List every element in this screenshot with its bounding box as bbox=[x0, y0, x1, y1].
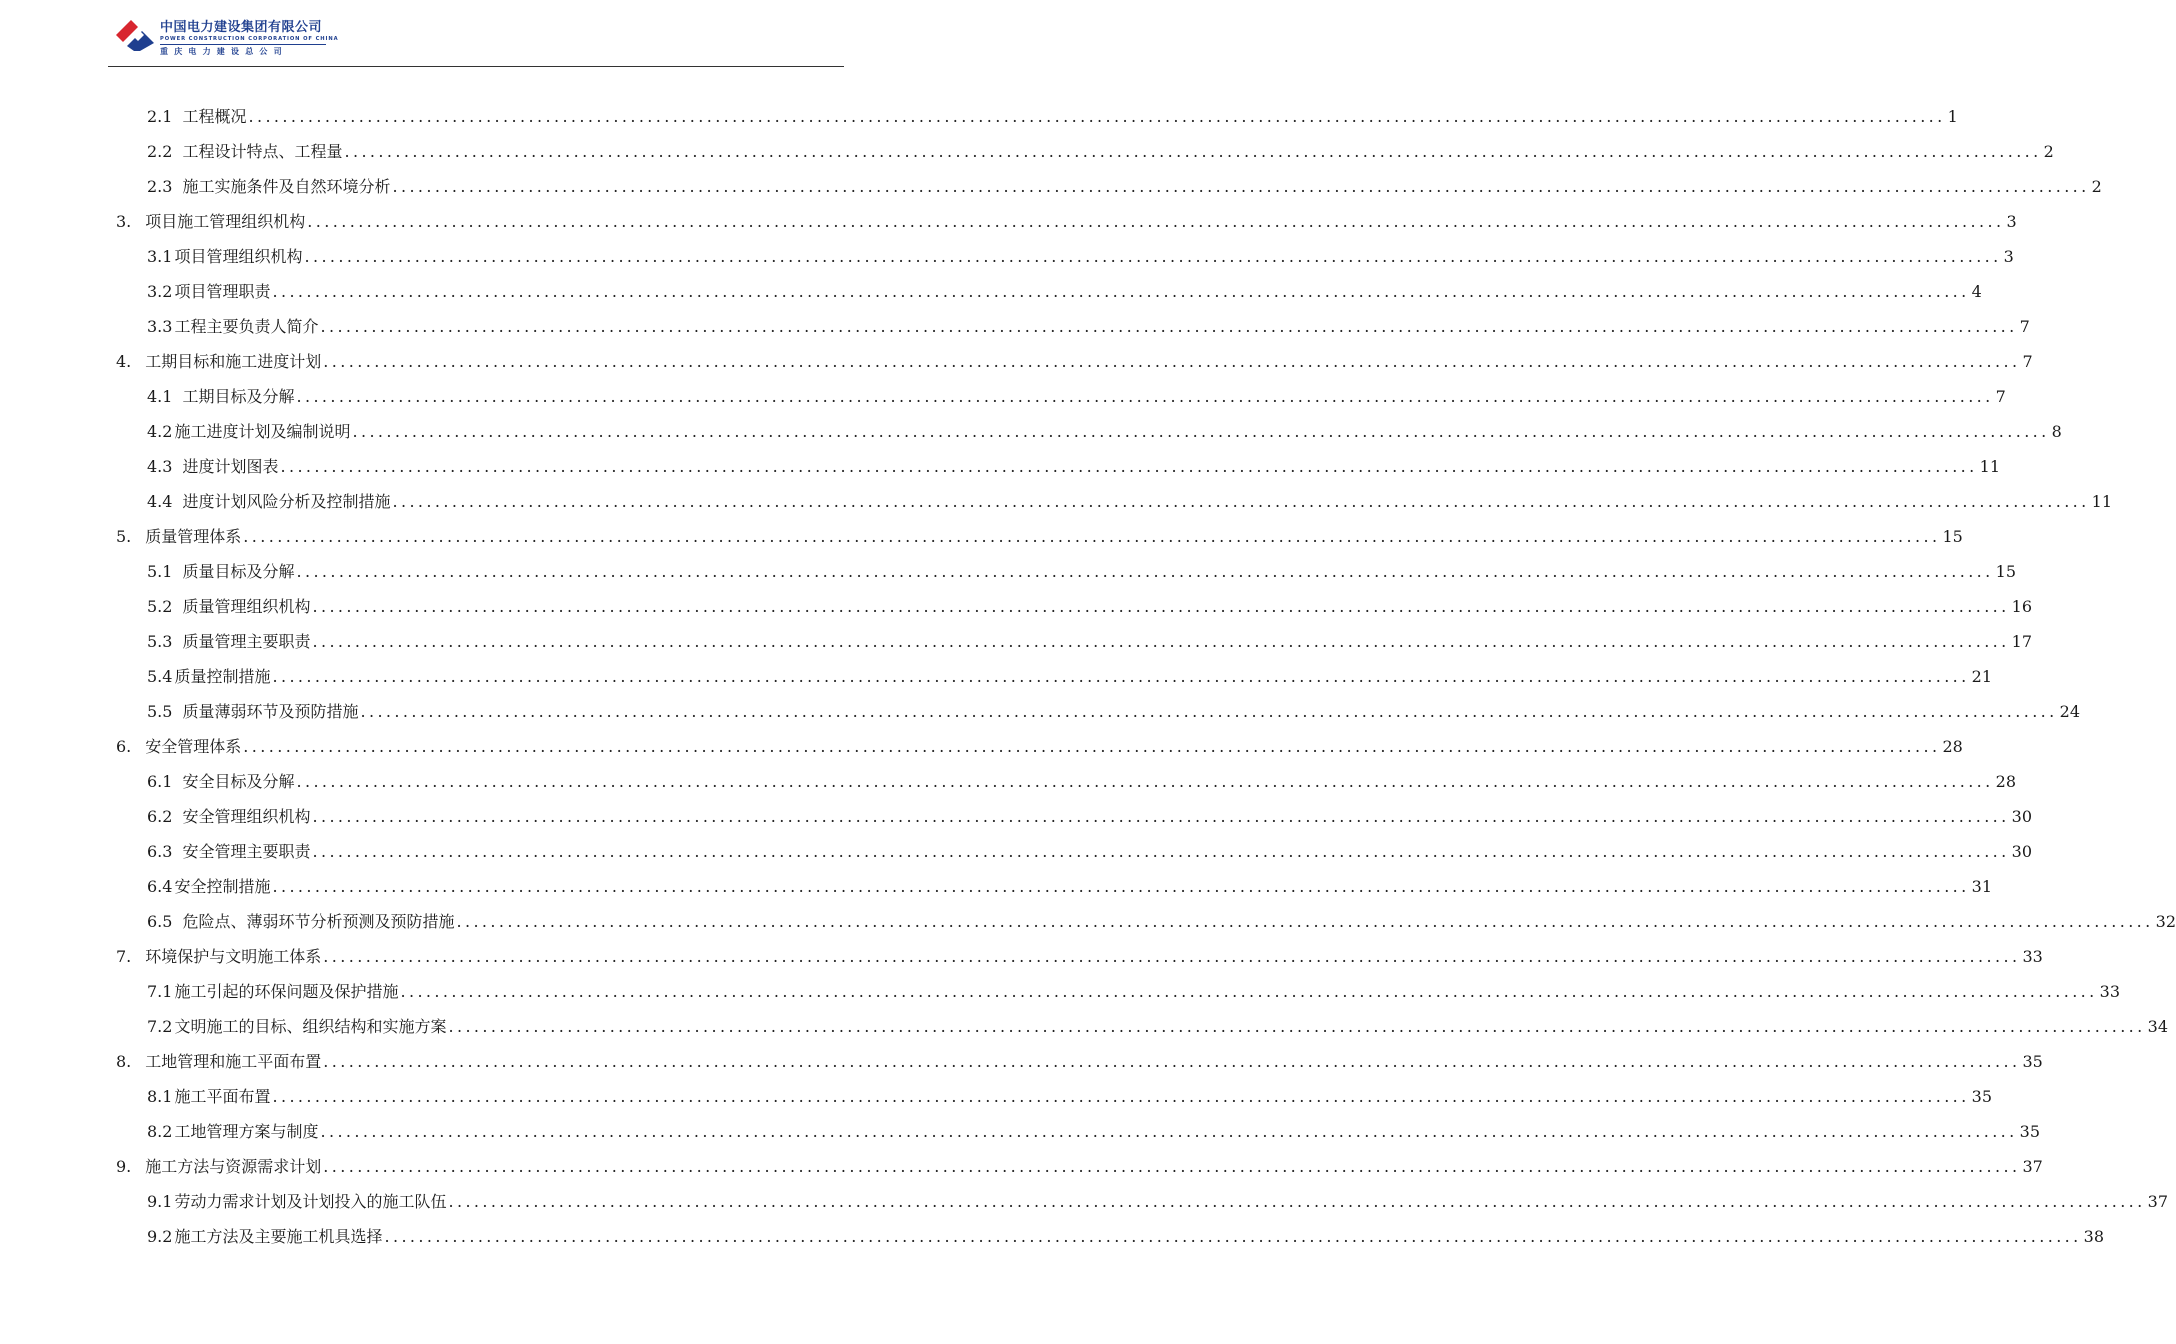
toc-entry-number: 2.2 bbox=[147, 142, 173, 161]
toc-entry-title: 项目管理组织机构 bbox=[174, 247, 303, 266]
logo-text-block bbox=[160, 20, 339, 57]
toc-entry-title: 工期目标和施工进度计划 bbox=[145, 352, 322, 371]
toc-leader-dots: ........................................................................................................................................................................................................ bbox=[448, 1192, 2146, 1211]
toc-entry[interactable] bbox=[116, 1152, 2043, 1182]
toc-entry[interactable] bbox=[147, 592, 2033, 622]
toc-entry-title: 进度计划风险分析及控制措施 bbox=[182, 492, 391, 511]
toc-entry[interactable] bbox=[147, 137, 2054, 167]
toc-entry-page: 37 bbox=[2022, 1157, 2043, 1176]
company-name-cn: 中国电力建设集团有限公司 bbox=[160, 20, 323, 35]
toc-entry-page: 33 bbox=[2099, 982, 2121, 1001]
toc-entry-page: 16 bbox=[2011, 597, 2033, 616]
toc-entry-number: 4.4 bbox=[147, 492, 173, 511]
toc-entry-title: 工地管理方案与制度 bbox=[174, 1122, 319, 1141]
toc-entry-page: 1 bbox=[1947, 107, 1958, 126]
toc-entry[interactable] bbox=[147, 557, 2017, 587]
toc-entry-title: 施工方法与资源需求计划 bbox=[145, 1157, 322, 1176]
toc-entry-number: 2.1 bbox=[147, 107, 173, 126]
toc-leader-dots: ........................................................................................................................................................................................................ bbox=[352, 422, 2050, 441]
toc-entry-page: 33 bbox=[2022, 947, 2043, 966]
toc-leader-dots: ........................................................................................................................................................................................................ bbox=[448, 1017, 2146, 1036]
toc-entry-title: 施工引起的环保问题及保护措施 bbox=[174, 982, 399, 1001]
toc-entry-number: 3.1 bbox=[147, 247, 173, 266]
toc-leader-dots: ........................................................................................................................................................................................................ bbox=[312, 807, 2010, 826]
toc-leader-dots: ........................................................................................................................................................................................................ bbox=[320, 317, 2018, 336]
toc-entry[interactable] bbox=[116, 207, 2017, 237]
toc-entry-title: 安全管理组织机构 bbox=[182, 807, 311, 826]
subsidiary-name: 重庆电力建设总公司 bbox=[160, 47, 288, 56]
toc-entry-page: 35 bbox=[2022, 1052, 2043, 1071]
toc-entry-title: 施工实施条件及自然环境分析 bbox=[182, 177, 391, 196]
toc-entry-number: 5. bbox=[116, 527, 132, 546]
toc-entry-number: 5.2 bbox=[147, 597, 173, 616]
toc-entry-page: 3 bbox=[2006, 212, 2017, 231]
toc-entry-page: 3 bbox=[2003, 247, 2014, 266]
toc-entry-number: 3. bbox=[116, 212, 132, 231]
toc-entry-page: 32 bbox=[2155, 912, 2176, 931]
toc-entry-page: 24 bbox=[2059, 702, 2081, 721]
toc-entry[interactable] bbox=[147, 837, 2033, 867]
toc-entry-title: 工期目标及分解 bbox=[182, 387, 295, 406]
toc-entry-title: 工程设计特点、工程量 bbox=[182, 142, 343, 161]
toc-leader-dots: ........................................................................................................................................................................................................ bbox=[312, 597, 2010, 616]
toc-entry-page: 11 bbox=[2091, 492, 2113, 511]
toc-entry[interactable] bbox=[116, 1047, 2043, 1077]
toc-leader-dots: ........................................................................................................................................................................................................ bbox=[272, 282, 1970, 301]
toc-leader-dots: ........................................................................................................................................................................................................ bbox=[307, 212, 2005, 231]
toc-entry-number: 9.1 bbox=[147, 1192, 173, 1211]
toc-entry-number: 4. bbox=[116, 352, 132, 371]
toc-entry[interactable] bbox=[147, 872, 1993, 902]
toc-entry-title: 质量管理主要职责 bbox=[182, 632, 311, 651]
toc-entry-number: 7.2 bbox=[147, 1017, 173, 1036]
toc-entry-page: 35 bbox=[1971, 1087, 1993, 1106]
toc-entry-title: 施工进度计划及编制说明 bbox=[174, 422, 351, 441]
toc-entry-number: 8.2 bbox=[147, 1122, 173, 1141]
toc-entry-number: 4.1 bbox=[147, 387, 173, 406]
toc-entry-title: 施工方法及主要施工机具选择 bbox=[174, 1227, 383, 1246]
toc-entry-title: 质量控制措施 bbox=[174, 667, 271, 686]
toc-entry-title: 项目施工管理组织机构 bbox=[145, 212, 306, 231]
toc-entry[interactable] bbox=[147, 242, 2014, 272]
toc-leader-dots: ........................................................................................................................................................................................................ bbox=[323, 352, 2021, 371]
toc-entry-page: 7 bbox=[2022, 352, 2033, 371]
toc-entry-number: 4.2 bbox=[147, 422, 173, 441]
page-header bbox=[108, 14, 844, 67]
toc-entry-number: 8.1 bbox=[147, 1087, 173, 1106]
toc-entry-page: 35 bbox=[2019, 1122, 2041, 1141]
toc-leader-dots: ........................................................................................................................................................................................................ bbox=[296, 387, 1994, 406]
toc-leader-dots: ........................................................................................................................................................................................................ bbox=[320, 1122, 2018, 1141]
toc-leader-dots: ........................................................................................................................................................................................................ bbox=[272, 667, 1970, 686]
toc-entry[interactable] bbox=[147, 1012, 2169, 1042]
toc-entry-page: 15 bbox=[1995, 562, 2017, 581]
toc-entry-number: 9.2 bbox=[147, 1227, 173, 1246]
toc-leader-dots: ........................................................................................................................................................................................................ bbox=[384, 1227, 2082, 1246]
toc-entry[interactable] bbox=[147, 172, 2102, 202]
toc-leader-dots: ........................................................................................................................................................................................................ bbox=[323, 947, 2021, 966]
toc-entry[interactable] bbox=[116, 942, 2043, 972]
toc-entry-title: 工程概况 bbox=[182, 107, 247, 126]
toc-entry-title: 安全管理主要职责 bbox=[182, 842, 311, 861]
company-logo-icon bbox=[114, 18, 156, 52]
toc-leader-dots: ........................................................................................................................................................................................................ bbox=[323, 1157, 2021, 1176]
toc-entry-number: 6. bbox=[116, 737, 132, 756]
toc-entry-title: 质量薄弱环节及预防措施 bbox=[182, 702, 359, 721]
toc-entry-title: 安全控制措施 bbox=[174, 877, 271, 896]
toc-leader-dots: ........................................................................................................................................................................................................ bbox=[280, 457, 1978, 476]
toc-leader-dots: ........................................................................................................................................................................................................ bbox=[344, 142, 2042, 161]
toc-leader-dots: ........................................................................................................................................................................................................ bbox=[272, 1087, 1970, 1106]
toc-entry-number: 9. bbox=[116, 1157, 132, 1176]
toc-entry-number: 5.4 bbox=[147, 667, 173, 686]
toc-leader-dots: ........................................................................................................................................................................................................ bbox=[248, 107, 1946, 126]
toc-entry-page: 21 bbox=[1971, 667, 1993, 686]
toc-leader-dots: ........................................................................................................................................................................................................ bbox=[296, 772, 1994, 791]
toc-entry-page: 4 bbox=[1971, 282, 1982, 301]
toc-entry-number: 6.1 bbox=[147, 772, 173, 791]
toc-entry-page: 15 bbox=[1942, 527, 1963, 546]
toc-entry[interactable] bbox=[147, 977, 2121, 1007]
toc-entry[interactable] bbox=[147, 767, 2017, 797]
toc-leader-dots: ........................................................................................................................................................................................................ bbox=[456, 912, 2154, 931]
toc-entry-number: 7.1 bbox=[147, 982, 173, 1001]
toc-entry[interactable] bbox=[147, 102, 1958, 132]
toc-entry-title: 施工平面布置 bbox=[174, 1087, 271, 1106]
toc-entry-title: 项目管理职责 bbox=[174, 282, 271, 301]
toc-entry-title: 工地管理和施工平面布置 bbox=[145, 1052, 322, 1071]
toc-entry[interactable] bbox=[147, 1187, 2169, 1217]
toc-entry-page: 11 bbox=[1979, 457, 2001, 476]
toc-entry[interactable] bbox=[147, 417, 2062, 447]
toc-entry-number: 3.2 bbox=[147, 282, 173, 301]
toc-entry[interactable] bbox=[147, 627, 2033, 657]
toc-leader-dots: ........................................................................................................................................................................................................ bbox=[312, 632, 2010, 651]
toc-entry-page: 38 bbox=[2083, 1227, 2105, 1246]
company-name-en: POWER CONSTRUCTION CORPORATION OF CHINA bbox=[160, 36, 339, 42]
toc-entry-title: 危险点、薄弱环节分析预测及预防措施 bbox=[182, 912, 455, 931]
toc-entry-number: 6.3 bbox=[147, 842, 173, 861]
toc-entry-title: 质量管理组织机构 bbox=[182, 597, 311, 616]
toc-entry-page: 7 bbox=[1995, 387, 2006, 406]
toc-leader-dots: ........................................................................................................................................................................................................ bbox=[312, 842, 2010, 861]
toc-entry[interactable] bbox=[147, 382, 2006, 412]
toc-entry-page: 7 bbox=[2019, 317, 2030, 336]
toc-entry-number: 6.4 bbox=[147, 877, 173, 896]
toc-entry[interactable] bbox=[147, 907, 2176, 937]
toc-entry-title: 进度计划图表 bbox=[182, 457, 279, 476]
toc-entry-number: 4.3 bbox=[147, 457, 173, 476]
toc-entry[interactable] bbox=[147, 802, 2033, 832]
toc-leader-dots: ........................................................................................................................................................................................................ bbox=[392, 492, 2090, 511]
toc-entry-page: 28 bbox=[1942, 737, 1963, 756]
toc-entry-number: 5.1 bbox=[147, 562, 173, 581]
toc-leader-dots: ........................................................................................................................................................................................................ bbox=[360, 702, 2058, 721]
toc-entry[interactable] bbox=[116, 732, 1963, 762]
toc-entry-number: 6.5 bbox=[147, 912, 173, 931]
toc-entry[interactable] bbox=[116, 522, 1963, 552]
toc-entry-page: 8 bbox=[2051, 422, 2062, 441]
toc-entry-page: 28 bbox=[1995, 772, 2017, 791]
toc-entry-page: 30 bbox=[2011, 842, 2033, 861]
logo-divider bbox=[160, 44, 326, 45]
toc-leader-dots: ........................................................................................................................................................................................................ bbox=[243, 737, 1941, 756]
toc-leader-dots: ........................................................................................................................................................................................................ bbox=[304, 247, 2002, 266]
toc-entry[interactable] bbox=[116, 347, 2033, 377]
toc-entry-number: 2.3 bbox=[147, 177, 173, 196]
toc-entry-number: 5.3 bbox=[147, 632, 173, 651]
toc-entry-title: 质量管理体系 bbox=[145, 527, 242, 546]
toc-entry-title: 文明施工的目标、组织结构和实施方案 bbox=[174, 1017, 447, 1036]
toc-entry-page: 30 bbox=[2011, 807, 2033, 826]
toc-leader-dots: ........................................................................................................................................................................................................ bbox=[400, 982, 2098, 1001]
toc-entry-page: 31 bbox=[1971, 877, 1993, 896]
toc-entry-title: 环境保护与文明施工体系 bbox=[145, 947, 322, 966]
toc-leader-dots: ........................................................................................................................................................................................................ bbox=[272, 877, 1970, 896]
toc-leader-dots: ........................................................................................................................................................................................................ bbox=[296, 562, 1994, 581]
toc-entry-title: 工程主要负责人简介 bbox=[174, 317, 319, 336]
toc-leader-dots: ........................................................................................................................................................................................................ bbox=[392, 177, 2090, 196]
toc-entry[interactable] bbox=[147, 277, 1982, 307]
toc-entry-page: 2 bbox=[2043, 142, 2054, 161]
toc-leader-dots: ........................................................................................................................................................................................................ bbox=[323, 1052, 2021, 1071]
toc-entry[interactable] bbox=[147, 312, 2030, 342]
toc-leader-dots: ........................................................................................................................................................................................................ bbox=[243, 527, 1941, 546]
toc-entry-page: 2 bbox=[2091, 177, 2102, 196]
toc-entry-number: 5.5 bbox=[147, 702, 173, 721]
toc-entry[interactable] bbox=[147, 1222, 2105, 1252]
toc-entry-title: 安全管理体系 bbox=[145, 737, 242, 756]
toc-entry-number: 6.2 bbox=[147, 807, 173, 826]
toc-entry-page: 17 bbox=[2011, 632, 2033, 651]
toc-entry-page: 34 bbox=[2147, 1017, 2169, 1036]
toc-entry-title: 劳动力需求计划及计划投入的施工队伍 bbox=[174, 1192, 447, 1211]
toc-entry-title: 质量目标及分解 bbox=[182, 562, 295, 581]
toc-entry-number: 7. bbox=[116, 947, 132, 966]
toc-entry[interactable] bbox=[147, 487, 2113, 517]
toc-entry-number: 3.3 bbox=[147, 317, 173, 336]
toc-entry[interactable] bbox=[147, 1117, 2041, 1147]
toc-entry[interactable] bbox=[147, 452, 2001, 482]
toc-entry[interactable] bbox=[147, 697, 2081, 727]
toc-entry-number: 8. bbox=[116, 1052, 132, 1071]
toc-entry-title: 安全目标及分解 bbox=[182, 772, 295, 791]
toc-entry[interactable] bbox=[147, 1082, 1993, 1112]
toc-entry-page: 37 bbox=[2147, 1192, 2169, 1211]
toc-entry[interactable] bbox=[147, 662, 1993, 692]
